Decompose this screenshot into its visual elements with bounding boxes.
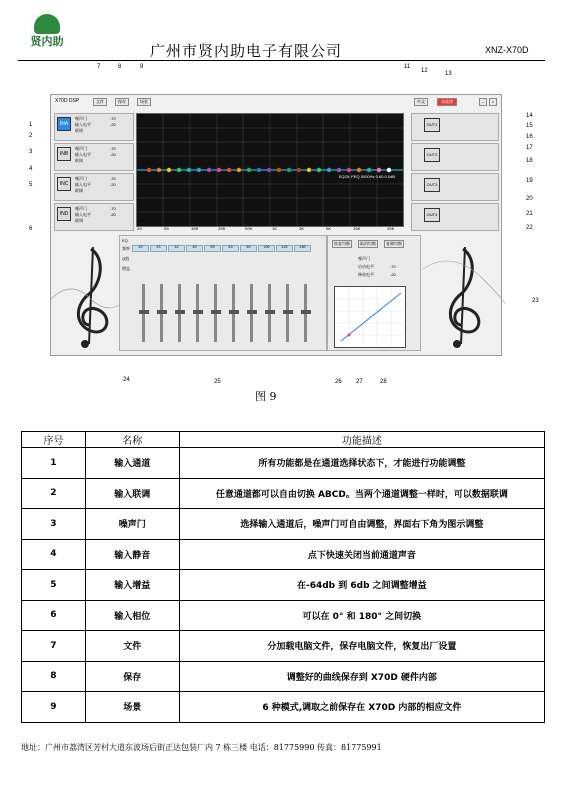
eq-x-tick: 100 <box>191 228 199 232</box>
gain-label: 输入电平 <box>75 212 91 217</box>
callout-number: 23 <box>532 298 539 304</box>
gain-value[interactable]: -20 <box>110 182 116 187</box>
row-name: 保存 <box>85 661 179 692</box>
row-description: 可以在 0° 和 180° 之间切换 <box>179 600 544 631</box>
callout-number: 25 <box>214 379 221 385</box>
callout-number: 18 <box>526 158 533 164</box>
ng-label: 噪声门 <box>358 256 370 261</box>
callout-number: 28 <box>380 379 387 385</box>
callout-number: 13 <box>445 71 452 77</box>
row-index: 5 <box>22 570 86 601</box>
company-logo <box>18 14 76 48</box>
close-button[interactable]: × <box>489 98 497 106</box>
callout-number: 5 <box>29 182 33 188</box>
output-1-button[interactable]: OUT1 <box>424 118 440 132</box>
row-description: 选择输入通道后，噪声门可自由调整，界面右下角为图示调整 <box>179 509 544 540</box>
header-description: 功能描述 <box>179 432 544 448</box>
callout-number: 3 <box>29 149 33 155</box>
row-index: 6 <box>22 600 86 631</box>
eq-fader[interactable] <box>196 284 199 342</box>
eq-x-tick: 200 <box>218 228 226 232</box>
table-row <box>22 448 545 479</box>
window-title: X70D DSP <box>55 98 80 104</box>
eq-curve-graph[interactable] <box>136 113 404 227</box>
gain-row-label: 增益 <box>122 266 130 271</box>
ng-value[interactable]: -70 <box>110 176 116 181</box>
gain-value[interactable]: -20 <box>110 122 116 127</box>
figure-caption: 图 9 <box>255 390 277 403</box>
logo-text: 贤内助 <box>30 35 64 48</box>
link-label[interactable]: 联调 <box>75 188 83 193</box>
row-description: 6 种模式,调取之前保存在 X70D 内部的相应文件 <box>179 692 544 723</box>
row-name: 场景 <box>85 692 179 723</box>
eq-freq-row <box>132 245 326 253</box>
scene-button[interactable]: 场景 <box>137 98 151 106</box>
callout-number: 27 <box>356 379 363 385</box>
row-name: 输入静音 <box>85 539 179 570</box>
copy-eq-button[interactable]: 复制均衡 <box>386 241 402 246</box>
callout-number: 6 <box>29 226 33 232</box>
row-index: 7 <box>22 631 86 662</box>
row-description: 分加载电脑文件，保存电脑文件，恢复出厂设置 <box>179 631 544 662</box>
eq-freq-cell[interactable]: 40 <box>186 245 203 252</box>
table-row <box>22 631 545 662</box>
row-name: 文件 <box>85 631 179 662</box>
eq-freq-cell[interactable]: 160 <box>294 245 311 252</box>
input-a-button[interactable]: INA <box>57 117 71 131</box>
save-button[interactable]: 保存 <box>115 98 129 106</box>
row-description: 点下快速关闭当前通道声音 <box>179 539 544 570</box>
noise-gate-label: 噪声门 <box>75 206 87 211</box>
gain-value[interactable]: -20 <box>110 152 116 157</box>
output-row-1 <box>411 113 499 141</box>
file-button[interactable]: 文件 <box>93 98 107 106</box>
output-2-button[interactable]: OUT2 <box>424 148 440 162</box>
eq-fader[interactable] <box>268 284 271 342</box>
eq-freq-cell[interactable]: 50 <box>204 245 221 252</box>
eq-x-tick: 500 <box>245 228 253 232</box>
eq-x-tick: 20 <box>137 228 142 232</box>
link-label[interactable]: 联调 <box>75 158 83 163</box>
link-label[interactable]: 联调 <box>75 218 83 223</box>
callout-number: 14 <box>526 113 533 119</box>
company-name: 广州市贤内助电子有限公司 <box>150 42 343 60</box>
eq-x-tick: 1K <box>272 228 277 232</box>
eq-x-tick: 2K <box>299 228 304 232</box>
callout-number: 4 <box>29 166 33 172</box>
row-name: 输入增益 <box>85 570 179 601</box>
gain-label: 输入电平 <box>75 182 91 187</box>
output-row-4 <box>411 203 499 231</box>
input-row-d <box>54 203 134 231</box>
eq-fader[interactable] <box>286 284 289 342</box>
row-name: 输入相位 <box>85 600 179 631</box>
callout-number: 20 <box>526 196 533 202</box>
row-description: 任意通道都可以自由切换 ABCD。当两个通道调整一样时，可以数据联调 <box>179 478 544 509</box>
table-row <box>22 692 545 723</box>
callout-number: 26 <box>335 379 342 385</box>
table-row <box>22 570 545 601</box>
eq-row-label: EQ <box>122 238 128 243</box>
callout-number: 21 <box>526 211 533 217</box>
table-row <box>22 600 545 631</box>
callout-number: 11 <box>404 64 411 70</box>
eq-freq-cell[interactable]: 20 <box>132 245 149 252</box>
table-row <box>22 661 545 692</box>
callout-number: 22 <box>526 225 533 231</box>
eq-freq-cell[interactable]: 25 <box>150 245 167 252</box>
header-name: 名称 <box>85 432 179 448</box>
callout-number: 12 <box>421 68 428 74</box>
eq-freq-cell[interactable]: 63 <box>222 245 239 252</box>
gain-value[interactable]: -20 <box>110 212 116 217</box>
row-index: 4 <box>22 539 86 570</box>
row-index: 8 <box>22 661 86 692</box>
callout-number: 17 <box>526 145 533 151</box>
output-row-3 <box>411 173 499 201</box>
eq-freq-cell[interactable]: 32 <box>168 245 185 252</box>
eq-x-tick: 50 <box>164 228 169 232</box>
connection-status: 未连接 <box>437 98 457 106</box>
input-row-a <box>54 113 134 141</box>
restore-eq-button[interactable]: 恢复均衡 <box>334 241 350 246</box>
eq-info-readout: EQ25: PEQ 5000Hz 0.60 0.0dB <box>338 174 395 179</box>
row-index: 1 <box>22 448 86 479</box>
input-row-c <box>54 173 134 201</box>
cancel-eq-button[interactable]: 取消均衡 <box>360 241 376 246</box>
eq-fader[interactable] <box>304 284 307 342</box>
callout-number: 7 <box>97 64 101 70</box>
eq-freq-cell[interactable]: 80 <box>240 245 257 252</box>
row-description: 所有功能都是在通道选择状态下，才能进行功能调整 <box>179 448 544 479</box>
freq-row-label: 频率 <box>122 246 130 251</box>
row-index: 9 <box>22 692 86 723</box>
footer-address: 地址：广州市荔湾区芳村大道东波场后街正达包装厂内 7 栋三楼 电话：81775990 传真：81775991 <box>21 743 382 752</box>
input-b-button[interactable]: INB <box>57 147 71 161</box>
output-3-button[interactable]: OUT3 <box>424 178 440 192</box>
callout-number: 8 <box>118 64 122 70</box>
output-4-button[interactable]: OUT4 <box>424 208 440 222</box>
eq-curve-svg <box>137 114 403 226</box>
table-header-row <box>22 432 545 448</box>
eq-freq-cell[interactable]: 125 <box>276 245 293 252</box>
link-label[interactable]: 联调 <box>75 128 83 133</box>
table-row <box>22 478 545 509</box>
eq-y-tick: +12 <box>137 115 145 119</box>
eq-x-tick: 20K <box>387 228 395 232</box>
eq-fader[interactable] <box>250 284 253 342</box>
row-index: 3 <box>22 509 86 540</box>
callout-number: 1 <box>29 122 33 128</box>
row-name: 输入通道 <box>85 448 179 479</box>
noise-gate-graph[interactable] <box>334 286 406 348</box>
eq-freq-cell[interactable]: 100 <box>258 245 275 252</box>
noise-gate-label: 噪声门 <box>75 116 87 121</box>
row-index: 2 <box>22 478 86 509</box>
ng-attack-value[interactable]: -70 <box>390 264 396 269</box>
eq-y-tick: 0 <box>137 167 140 171</box>
table-row <box>22 509 545 540</box>
eq-fader[interactable] <box>142 284 145 342</box>
logo-mark <box>34 14 60 34</box>
header-index: 序号 <box>22 432 86 448</box>
gain-label: 输入电平 <box>75 122 91 127</box>
callout-number: 9 <box>140 64 144 70</box>
header-rule <box>18 60 545 61</box>
eq-fader[interactable] <box>214 284 217 342</box>
minimize-button[interactable]: – <box>479 98 487 106</box>
noise-gate-label: 噪声门 <box>75 176 87 181</box>
language-button[interactable]: 中文 <box>414 98 428 106</box>
callout-number: 16 <box>526 134 533 140</box>
noise-gate-panel <box>327 235 421 351</box>
ng-release-value[interactable]: -20 <box>390 272 396 277</box>
function-table <box>21 431 545 723</box>
callout-number: 24 <box>123 377 130 383</box>
row-description: 调整好的曲线保存到 X70D 硬件内部 <box>179 661 544 692</box>
input-c-button[interactable]: INC <box>57 177 71 191</box>
eq-fader[interactable] <box>160 284 163 342</box>
table-row <box>22 539 545 570</box>
gain-label: 输入电平 <box>75 152 91 157</box>
eq-x-tick: 5K <box>326 228 331 232</box>
ng-value[interactable]: -70 <box>110 206 116 211</box>
q-row-label: Q值 <box>122 256 130 261</box>
eq-fader[interactable] <box>232 284 235 342</box>
dsp-software-screenshot <box>50 94 502 356</box>
model-number: XNZ-X70D <box>485 45 529 55</box>
row-name: 输入联调 <box>85 478 179 509</box>
ng-release-label: 释放电平 <box>358 272 374 277</box>
noise-gate-label: 噪声门 <box>75 146 87 151</box>
input-row-b <box>54 143 134 171</box>
ng-attack-label: 启动电平 <box>358 264 374 269</box>
row-name: 噪声门 <box>85 509 179 540</box>
treble-clef-art-right <box>423 239 505 351</box>
callout-number: 15 <box>526 123 533 129</box>
eq-parameter-panel <box>119 235 327 351</box>
ng-value[interactable]: -70 <box>110 116 116 121</box>
input-d-button[interactable]: IND <box>57 207 71 221</box>
callout-number: 2 <box>29 133 33 139</box>
callout-number: 19 <box>526 178 533 184</box>
eq-y-tick: -12 <box>137 220 145 224</box>
row-description: 在-64db 到 6db 之间调整增益 <box>179 570 544 601</box>
ng-value[interactable]: -70 <box>110 146 116 151</box>
noise-gate-curve <box>335 287 405 347</box>
eq-fader[interactable] <box>178 284 181 342</box>
output-row-2 <box>411 143 499 171</box>
eq-x-tick: 10K <box>353 228 361 232</box>
